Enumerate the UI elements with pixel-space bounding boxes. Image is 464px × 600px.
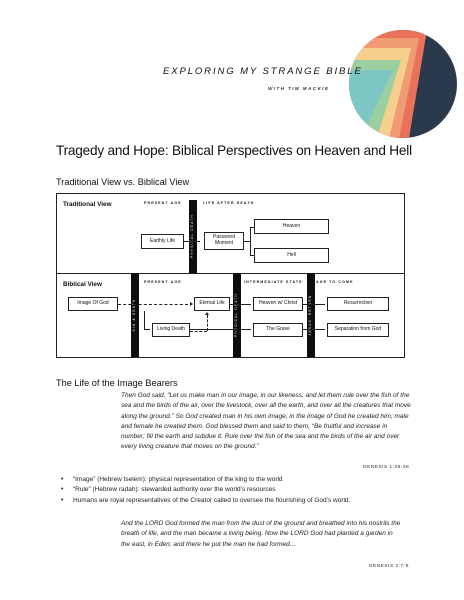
bib-present-age-header: PRESENT AGE <box>144 280 182 284</box>
image-bearer-bullets <box>56 475 408 506</box>
series-title: EXPLORING MY STRANGE BIBLE <box>163 66 363 77</box>
resurrection-box: Resurrection <box>327 297 389 311</box>
page-title: Tragedy and Hope: Biblical Perspectives on Heaven and Hell <box>56 143 412 158</box>
the-grave-box: The Grave <box>253 323 303 337</box>
traditional-view-label: Traditional View <box>63 201 112 208</box>
hell-box: Hell <box>254 248 329 263</box>
views-diagram <box>56 193 405 358</box>
age-to-come-header: AGE TO COME <box>316 280 354 284</box>
eternal-life-box: Eternal Life <box>194 297 230 311</box>
trad-present-age-header: PRESENT AGE <box>144 201 182 205</box>
sin-death-label: SIN & DEATH <box>132 298 136 332</box>
bible-project-logo <box>349 30 457 138</box>
jesus-return-label: JESUS' RETURN <box>308 294 312 336</box>
living-death-box: Living Death <box>152 323 190 337</box>
trad-life-after-death-header: LIFE AFTER DEATH <box>203 201 255 205</box>
intermediate-state-header: INTERMEDIATE STATE <box>244 280 303 284</box>
image-of-god-box: Image Of God <box>68 297 118 311</box>
heaven-with-christ-box: Heaven w/ Christ <box>253 297 303 311</box>
bib-physical-death-label: PHYSICAL DEATH <box>234 293 238 337</box>
trad-physical-death-label: PHYSICAL DEATH <box>190 214 194 258</box>
section-heading-views: Traditional View vs. Biblical View <box>56 177 190 187</box>
genesis-2-reference: GENESIS 2:7-8 <box>369 563 409 568</box>
separation-from-god-box: Separation from God <box>327 323 389 337</box>
genesis-2-quote: And the LORD God formed the man from the dust of the ground and breathed into his nostrils the breath of life, and the man became a living being. Now the LORD God had planted a garden in the east, in Eden; and there he put the man he had formed… <box>121 520 401 548</box>
earthly-life-box: Earthly Life <box>141 234 184 249</box>
bullet-royal-representatives: • Humans are royal representatives of the Creator called to oversee the flourishing of God’s world. <box>56 496 408 506</box>
genesis-1-quote: Then God said, “Let us make man in our image, in our likeness, and let them rule over the fish of the sea and the birds of the air, over the livestock, over all the earth, and over all the creatures that move along the ground.” So God created man in his own image, in the image of God he created him; male and female he created them. God blessed them and said to them, “Be fruitful and increase in number; fill the earth and subdue it. Rule over the fish of the sea and the birds of the air and over every living creature that moves on the ground.” <box>121 392 411 451</box>
section-heading-image-bearers: The Life of the Image Bearers <box>56 378 178 388</box>
password-moment-box: Password Moment <box>204 232 244 250</box>
series-host: WITH TIM MACKIE <box>268 86 330 91</box>
heaven-box: Heaven <box>254 219 329 234</box>
genesis-1-reference: GENESIS 1:26-28 <box>363 464 410 469</box>
bullet-rule: • “Rule” (Hebrew radah): stewarded authority over the world’s resources <box>56 485 408 495</box>
bullet-image: • “Image” (Hebrew tselem): physical representation of the king to the world <box>56 475 408 485</box>
biblical-view-label: Biblical View <box>63 281 102 288</box>
